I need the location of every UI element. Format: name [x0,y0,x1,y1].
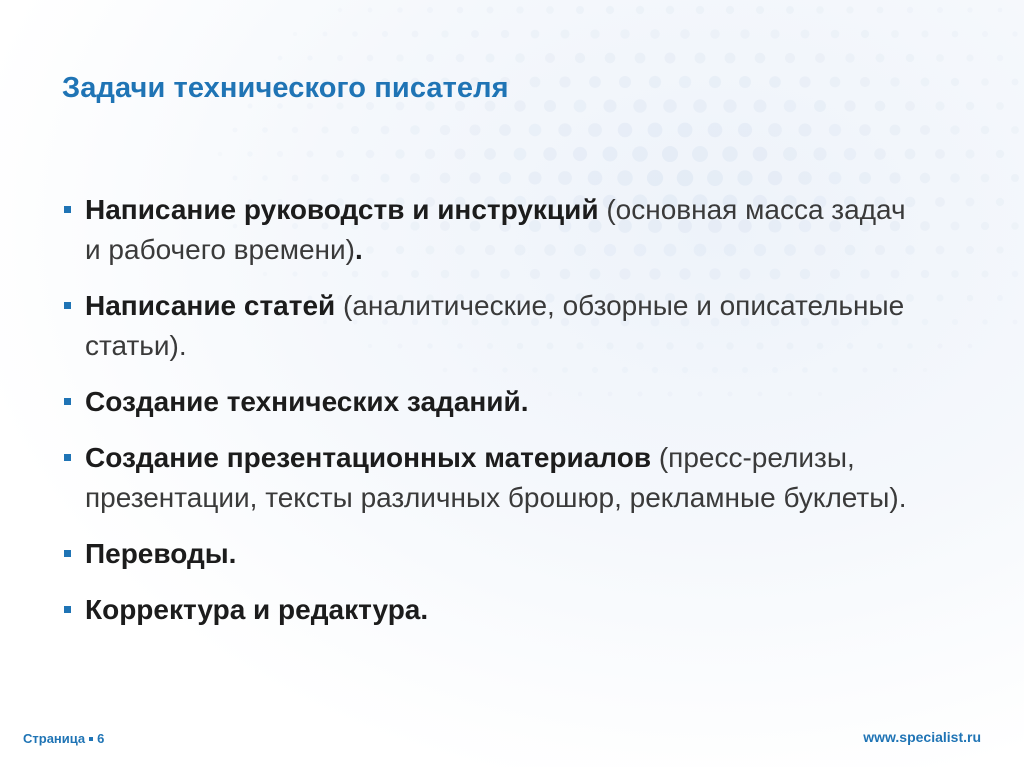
background-dot [890,125,901,136]
background-dot [546,6,554,14]
background-dot [935,149,945,159]
background-dot [996,150,1004,158]
background-dot [293,32,297,36]
bullet-item [63,286,923,366]
background-dot [543,147,556,160]
background-dot [457,7,464,14]
background-dot [680,29,690,39]
background-dot [966,102,974,110]
background-dot [663,99,677,113]
background-dot [845,53,854,62]
background-dot [982,319,987,324]
background-dot [754,100,767,113]
background-dot [831,30,840,39]
bullet-item [63,590,923,630]
slide-title: Задачи технического писателя [62,72,509,104]
background-dot [935,197,945,207]
background-dot [981,126,990,135]
background-dot [278,56,283,61]
background-dot [996,246,1003,253]
background-dot [935,101,944,110]
background-dot [709,76,721,88]
background-dot [677,170,694,187]
background-dot [998,8,1003,13]
background-dot [1011,222,1018,229]
background-dot [662,146,678,162]
background-dot [528,171,541,184]
background-dot [575,53,585,63]
background-dot [247,151,252,156]
background-dot [410,125,420,135]
background-dot [1012,31,1017,36]
page-label: Страница [23,731,86,746]
background-dot [352,31,358,37]
background-dot [588,171,603,186]
bullet-bold-text: Создание презентационных материалов [85,442,652,473]
background-dot [366,150,375,159]
website-link[interactable]: www.specialist.ru [863,729,981,745]
background-dot [936,54,944,62]
background-dot [395,149,404,158]
background-dot [665,53,676,64]
background-dot [770,29,779,38]
background-dot [603,99,616,112]
background-dot [262,175,268,181]
background-dot [799,76,810,87]
background-dot [338,8,342,12]
background-dot [649,76,661,88]
background-dot [891,30,899,38]
background-dot [351,174,359,182]
background-dot [576,6,584,14]
background-dot [844,100,855,111]
background-dot [981,174,990,183]
background-dot [952,31,959,38]
background-dot [410,173,420,183]
background-dot [292,175,299,182]
background-dot [875,101,886,112]
background-dot [323,32,328,37]
background-dot [469,172,480,183]
background-dot [1013,320,1018,325]
background-dot [692,146,708,162]
background-dot [232,175,237,180]
background-dot [471,30,479,38]
background-dot [636,6,644,14]
background-dot [997,55,1003,61]
bullet-tail-text: . [354,234,363,265]
background-dot [756,6,764,14]
background-dot [859,124,871,136]
background-dot [996,102,1004,110]
background-dot [558,171,572,185]
bullet-normal-text: (пресс-релизы, презентации, тексты различных брошюр, рекламные буклеты). [85,442,907,513]
background-dot [874,148,886,160]
background-dot [499,124,511,136]
background-dot [982,31,988,37]
background-dot [1011,174,1019,182]
background-dot [469,124,480,135]
background-dot [456,54,465,63]
background-dot [351,126,359,134]
background-dot [814,100,826,112]
background-dot [277,151,283,157]
background-dot [648,123,663,138]
background-dot [441,30,448,37]
background-dot [815,53,825,63]
background-dot [798,123,811,136]
background-dot [321,126,328,133]
background-dot [967,7,972,12]
background-dot [440,173,451,184]
background-dot [695,53,706,64]
background-dot [647,170,663,186]
background-dot [218,152,223,157]
background-dot [951,78,959,86]
background-dot [710,29,720,39]
background-dot [920,173,930,183]
background-dot [950,125,959,134]
background-dot [696,6,704,14]
background-dot [889,172,900,183]
background-dot [605,53,616,64]
background-dot [397,7,403,13]
background-dot [531,30,540,39]
background-dot [876,54,885,63]
background-dot [396,54,403,61]
background-dot [515,53,525,63]
background-dot [890,77,900,87]
background-dot [768,171,782,185]
background-dot [722,146,737,161]
background-dot [951,270,959,278]
background-dot [829,172,842,185]
background-dot [573,147,587,161]
background-dot [574,100,587,113]
background-dot [337,55,343,61]
background-dot [936,294,943,301]
background-dot [905,101,915,111]
background-dot [589,76,601,88]
background-dot [514,148,527,161]
background-dot [650,29,660,39]
background-dot [484,148,496,160]
background-dot [737,170,752,185]
background-dot [620,29,630,39]
background-dot [707,170,723,186]
background-dot [529,124,542,137]
background-dot [769,76,781,88]
background-dot [262,127,268,133]
background-dot [632,146,648,162]
background-dot [921,78,930,87]
background-dot [905,149,916,160]
background-dot [307,55,312,60]
background-dot [920,125,930,135]
background-dot [997,295,1003,301]
background-dot [844,148,856,160]
background-dot [813,147,826,160]
bullet-list [63,190,923,646]
separator-square-icon [89,737,93,741]
background-dot [619,76,631,88]
background-dot [367,55,374,62]
background-dot [381,126,390,135]
background-dot [382,31,388,37]
bullet-item [63,190,923,270]
background-dot [966,54,973,61]
background-dot [618,123,632,137]
background-dot [966,246,974,254]
background-dot [753,147,768,162]
background-dot [603,147,618,162]
page-number-footer [23,731,104,746]
background-dot [965,197,974,206]
bullet-item [63,534,923,574]
background-dot [635,53,646,64]
page-number: 6 [97,731,105,746]
background-dot [367,7,372,12]
background-dot [923,368,927,372]
background-dot [981,222,989,230]
background-dot [739,76,751,88]
background-dot [617,170,632,185]
bullet-bold-text: Написание статей [85,290,336,321]
background-dot [560,29,569,38]
background-dot [233,128,238,133]
background-dot [723,99,736,112]
background-dot [952,319,958,325]
bullet-normal-text: (основная масса задач и рабочего времени) [85,194,906,265]
background-dot [860,77,870,87]
background-dot [499,172,511,184]
bullet-bold-text: Переводы. [85,538,237,569]
bullet-item [63,382,923,422]
background-dot [501,30,509,38]
background-dot [487,7,494,14]
background-dot [306,150,313,157]
background-dot [829,124,841,136]
background-dot [693,99,707,113]
background-dot [633,99,646,112]
background-dot [786,6,794,14]
background-dot [1011,126,1019,134]
background-dot [877,7,884,14]
background-dot [859,172,871,184]
background-dot [784,100,796,112]
background-dot [798,171,812,185]
background-dot [427,7,433,13]
background-dot [950,221,959,230]
background-dot [559,76,570,87]
background-dot [937,343,942,348]
background-dot [830,77,841,88]
background-dot [996,198,1004,206]
background-dot [726,6,734,14]
background-dot [321,174,328,181]
background-dot [738,123,752,137]
background-dot [514,100,525,111]
bullet-bold-text: Корректура и редактура. [85,594,429,625]
background-dot [965,149,974,158]
background-dot [1012,79,1019,86]
background-dot [1012,271,1018,277]
background-dot [768,123,782,137]
background-dot [412,31,419,38]
bullet-bold-text: Создание технических заданий. [85,386,529,417]
background-dot [544,100,556,112]
background-dot [336,150,344,158]
background-dot [440,125,450,135]
background-dot [558,123,571,136]
background-dot [454,148,465,159]
background-dot [846,6,853,13]
background-dot [785,53,795,63]
background-dot [530,77,541,88]
background-dot [981,270,988,277]
background-dot [950,173,960,183]
background-dot [783,147,797,161]
bullet-item [63,438,923,518]
bullet-normal-text: (аналитические, обзорные и описательные статьи). [85,290,905,361]
background-dot [967,295,974,302]
background-dot [292,127,298,133]
background-dot [861,30,869,38]
background-dot [907,7,913,13]
background-dot [968,344,973,349]
background-dot [906,54,914,62]
background-dot [666,6,674,14]
background-dot [725,53,736,64]
background-dot [801,30,810,39]
background-dot [380,173,389,182]
background-dot [606,6,614,14]
background-dot [485,53,494,62]
background-dot [740,29,749,38]
background-dot [708,123,723,138]
background-dot [816,6,824,14]
background-dot [545,53,555,63]
background-dot [679,76,691,88]
background-dot [937,7,943,13]
background-dot [590,29,599,38]
background-dot [678,123,693,138]
background-dot [426,54,434,62]
background-dot [755,53,766,64]
bullet-bold-text: Написание руководств и инструкций [85,194,599,225]
background-dot [425,149,435,159]
background-dot [516,6,523,13]
background-dot [921,30,928,37]
background-dot [936,246,945,255]
background-dot [588,123,602,137]
background-dot [981,78,989,86]
